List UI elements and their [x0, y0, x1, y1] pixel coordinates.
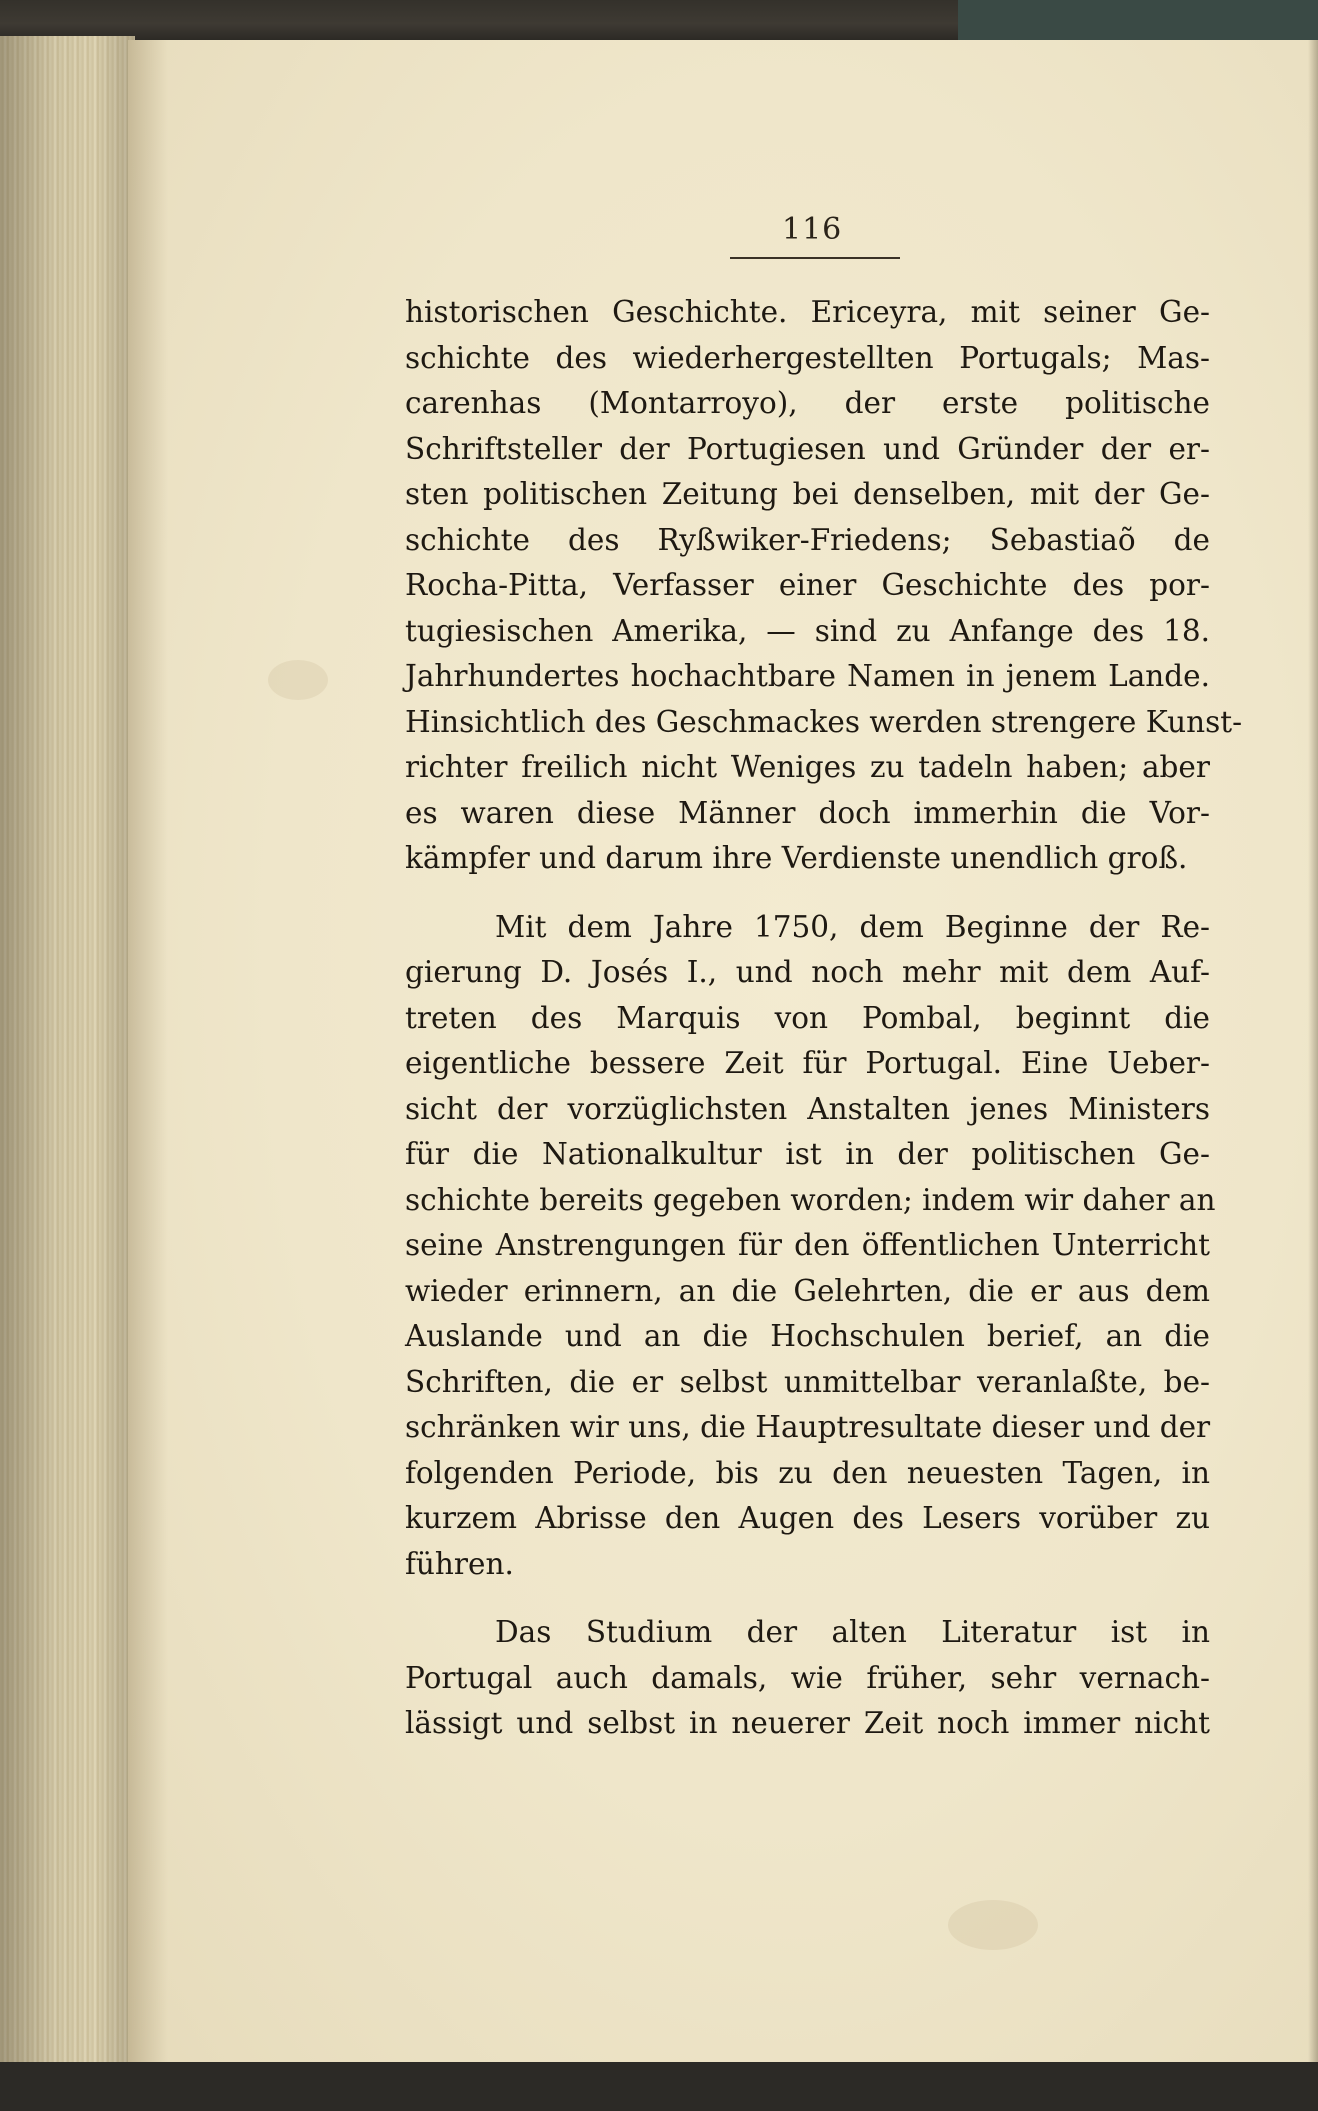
page-right-edge-shadow: [1308, 40, 1318, 2065]
text-line: historischen Geschichte. Ericeyra, mit seiner Ge-: [405, 295, 1210, 329]
paragraph-1: [405, 290, 1243, 882]
text-line: Mit dem Jahre 1750, dem Beginne der Re-: [495, 909, 1210, 944]
text-line: Hinsichtlich des Geschmackes werden strengere Kunst-: [405, 704, 1243, 739]
text-line: schränken wir uns, die Hauptresultate dieser und der: [405, 1410, 1211, 1444]
text-line: lässigt und selbst in neuerer Zeit noch immer nicht: [405, 1706, 1210, 1740]
gutter-shadow: [128, 40, 168, 2065]
text-line: führen.: [405, 1546, 514, 1581]
page-edges-shade: [0, 36, 135, 2066]
text-line: Auslande und an die Hochschulen berief, an die: [405, 1319, 1210, 1353]
text-line: eigentliche bessere Zeit für Portugal. Eine Ueber-: [405, 1046, 1210, 1080]
book-cover-bottom-edge: [0, 2062, 1318, 2111]
text-line: carenhas (Montarroyo), der erste politische: [405, 386, 1210, 420]
text-line: Jahrhundertes hochachtbare Namen in jenem Lande.: [405, 659, 1210, 693]
text-line: Schriften, die er selbst unmittelbar veranlaßte, be-: [405, 1364, 1210, 1399]
text-line: Portugal auch damals, wie früher, sehr vernach-: [405, 1660, 1210, 1695]
body-text: [405, 290, 1243, 1747]
text-line: schichte bereits gegeben worden; indem wir daher an: [405, 1182, 1216, 1217]
text-line: es waren diese Männer doch immerhin die Vor-: [405, 795, 1210, 830]
paragraph-gap: [405, 882, 1210, 905]
text-line: wieder erinnern, an die Gelehrten, die er aus dem: [405, 1273, 1210, 1308]
paper-stain: [948, 1900, 1038, 1950]
text-line: kurzem Abrisse den Augen des Lesers vorüber zu: [405, 1501, 1210, 1535]
text-line: gierung D. Josés I., und noch mehr mit dem Auf-: [405, 955, 1210, 989]
text-line: Schriftsteller der Portugiesen und Gründer der er-: [405, 431, 1210, 466]
page-number-rule: [730, 257, 900, 259]
text-line: richter freilich nicht Weniges zu tadeln haben; aber: [405, 750, 1210, 784]
text-line: sicht der vorzüglichsten Anstalten jenes Ministers: [405, 1091, 1210, 1126]
paragraph-3: [405, 1610, 1210, 1747]
book-cover-top-edge: [0, 0, 1318, 40]
text-line: folgenden Periode, bis zu den neuesten Tagen, in: [405, 1455, 1210, 1490]
paragraph-2: [405, 905, 1216, 1588]
page-number: 116: [782, 212, 843, 247]
text-line: sten politischen Zeitung bei denselben, mit der Ge-: [405, 477, 1210, 511]
cover-board: [958, 0, 1318, 40]
text-line: kämpfer und darum ihre Verdienste unendlich groß.: [405, 841, 1188, 875]
stacked-page-edges: [0, 36, 135, 2066]
text-line: seine Anstrengungen für den öffentlichen Unterricht: [405, 1228, 1210, 1262]
text-line: Das Studium der alten Literatur ist in: [495, 1615, 1210, 1649]
text-line: tugiesischen Amerika, — sind zu Anfange des 18.: [405, 613, 1210, 648]
paragraph-gap: [405, 1587, 1210, 1610]
text-line: schichte des Ryßwiker-Friedens; Sebastiaõ de: [405, 522, 1210, 557]
text-line: treten des Marquis von Pombal, beginnt die: [405, 1000, 1210, 1035]
paper-stain: [268, 660, 328, 700]
text-line: schichte des wiederhergestellten Portugals; Mas-: [405, 340, 1210, 375]
text-line: für die Nationalkultur ist in der politischen Ge-: [405, 1137, 1210, 1171]
text-line: Rocha-Pitta, Verfasser einer Geschichte des por-: [405, 568, 1210, 602]
